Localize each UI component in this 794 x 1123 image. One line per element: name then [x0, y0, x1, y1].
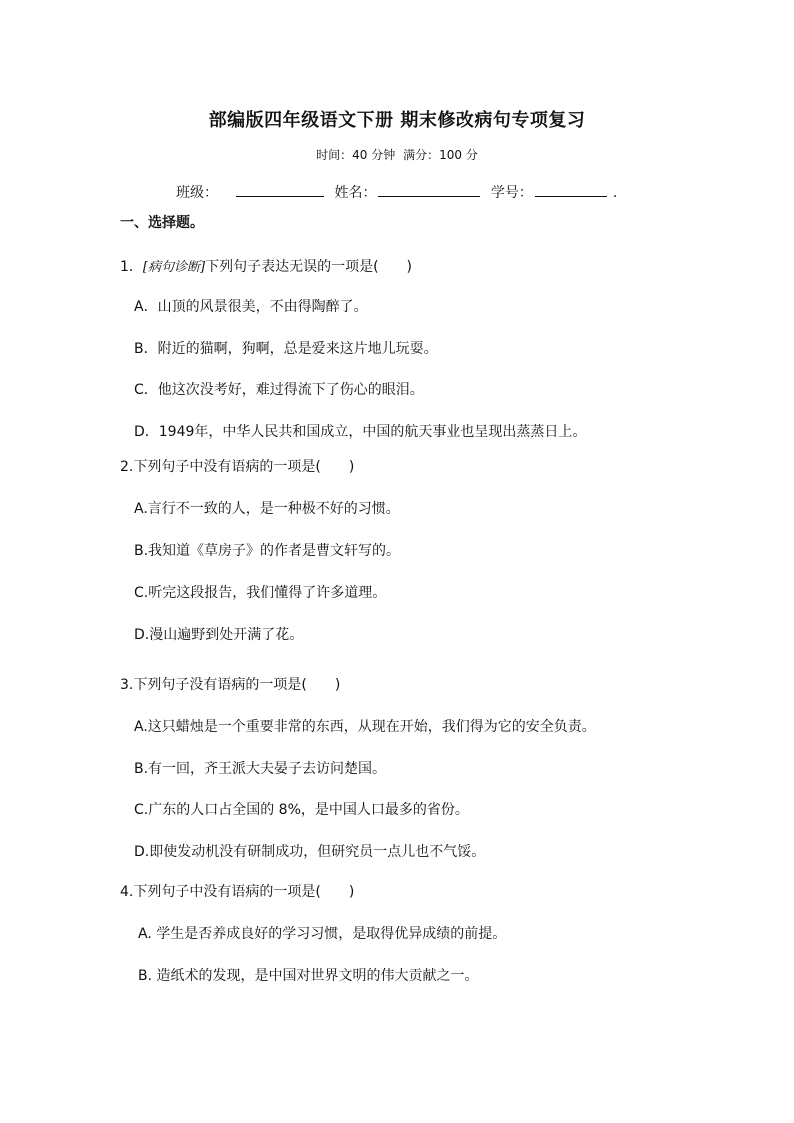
option-2a[interactable]: A.言行不一致的人，是一种极不好的习惯。	[134, 501, 400, 517]
question-2	[120, 456, 354, 476]
exam-meta	[0, 146, 794, 163]
option-3b[interactable]: B.有一回，齐王派大夫晏子去访问楚国。	[134, 761, 387, 777]
class-label: 班级：	[176, 185, 218, 201]
option-1b[interactable]: B．附近的猫啊，狗啊，总是爱来这片地儿玩耍。	[134, 341, 438, 357]
time-limit: 时间：40 分钟	[316, 148, 396, 162]
name-blank[interactable]	[378, 182, 480, 197]
question-number: 2.	[120, 459, 134, 475]
section-heading: 一、选择题。	[120, 215, 204, 231]
question-number: 4.	[120, 884, 134, 900]
option-3a[interactable]: A.这只蜡烛是一个重要非常的东西，从现在开始，我们得为它的安全负责。	[134, 719, 596, 735]
question-4	[120, 881, 354, 901]
option-4b[interactable]: B. 造纸术的发现，是中国对世界文明的伟大贡献之一。	[138, 968, 479, 984]
option-1a[interactable]: A．山顶的风景很美，不由得陶醉了。	[134, 299, 368, 315]
option-2c[interactable]: C.听完这段报告，我们懂得了许多道理。	[134, 585, 387, 601]
option-2b[interactable]: B.我知道《草房子》的作者是曹文轩写的。	[134, 543, 401, 559]
question-stem: 下列句子中没有语病的一项是( )	[133, 459, 355, 475]
option-3d[interactable]: D.即使发动机没有研制成功，但研究员一点儿也不气馁。	[134, 844, 486, 860]
question-number: 1．	[120, 259, 143, 275]
class-blank[interactable]	[236, 182, 324, 197]
question-3	[120, 674, 340, 694]
id-label: 学号：	[490, 185, 533, 201]
option-1c[interactable]: C．他这次没考好，难过得流下了伤心的眼泪。	[134, 382, 424, 398]
question-stem: 下列句子表达无误的一项是( )	[205, 259, 413, 275]
question-1	[120, 256, 412, 276]
fields-end: .	[612, 185, 618, 201]
question-stem: 下列句子没有语病的一项是( )	[133, 677, 341, 693]
student-info-row	[176, 182, 617, 202]
name-label: 姓名：	[334, 185, 377, 201]
option-4a[interactable]: A. 学生是否养成良好的学习习惯，是取得优异成绩的前提。	[138, 926, 507, 942]
option-3c[interactable]: C.广东的人口占全国的 8%，是中国人口最多的省份。	[134, 802, 469, 818]
page-title: 部编版四年级语文下册 期末修改病句专项复习	[208, 110, 586, 131]
option-1d[interactable]: D．1949年，中华人民共和国成立，中国的航天事业也呈现出蒸蒸日上。	[134, 424, 587, 440]
full-score: 满分：100 分	[403, 148, 478, 162]
question-number: 3.	[120, 677, 134, 693]
id-blank[interactable]	[535, 182, 607, 197]
question-tag: [病句诊断]	[142, 260, 206, 275]
question-stem: 下列句子中没有语病的一项是( )	[133, 884, 355, 900]
option-2d[interactable]: D.漫山遍野到处开满了花。	[134, 627, 304, 643]
